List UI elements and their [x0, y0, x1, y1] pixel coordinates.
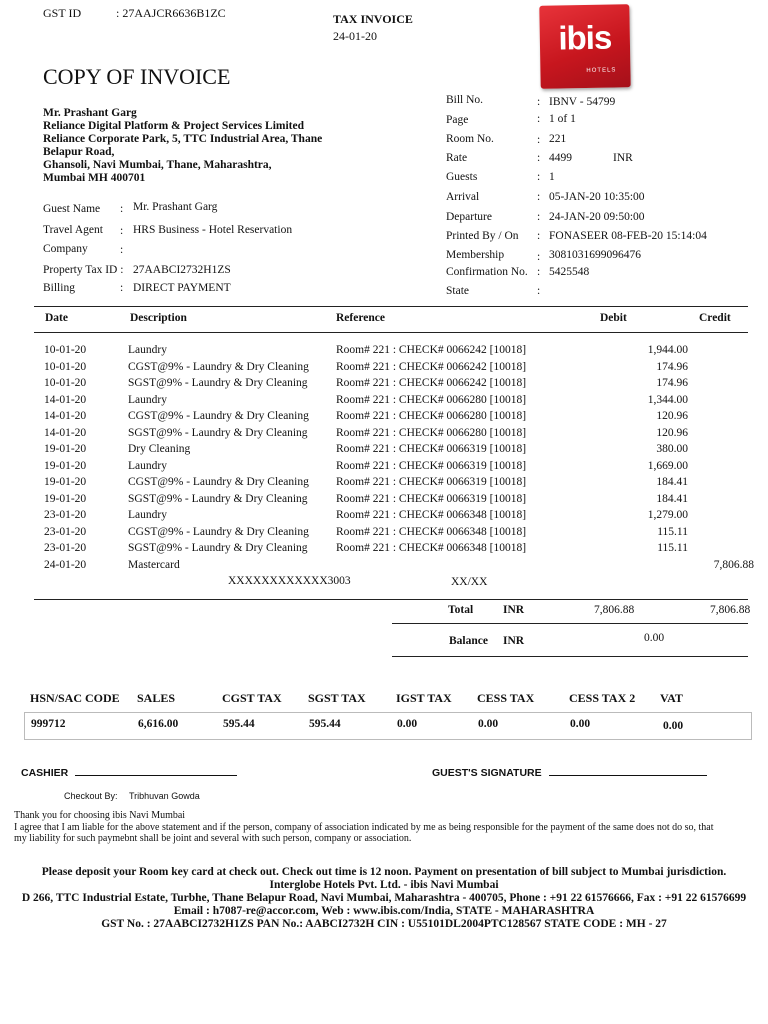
billing-value: DIRECT PAYMENT [133, 282, 231, 294]
cashier-label: CASHIER [21, 767, 69, 779]
balance-value: 0.00 [644, 632, 665, 644]
company-sep: : [120, 244, 124, 256]
address-line: Mr. Prashant Garg [43, 107, 137, 119]
tax-header: CESS TAX [477, 691, 535, 705]
tax-header: CGST TAX [222, 691, 282, 705]
row-debit: 1,669.00 [647, 459, 688, 472]
field-sep: : [537, 171, 541, 183]
row-credit [688, 408, 754, 425]
address-line: Reliance Digital Platform & Project Services Limited [43, 120, 305, 132]
travel-agent-label: Travel Agent [43, 224, 103, 236]
table-row [34, 458, 754, 475]
table-row [34, 507, 754, 524]
row-reference: Room# 221 : CHECK# 0066242 [10018] [336, 360, 527, 373]
state-label: State [446, 285, 469, 297]
table-row [34, 441, 754, 458]
gst-id-label: GST ID [43, 6, 82, 20]
ledger-top-rule [34, 306, 748, 307]
rate-currency: INR [613, 152, 633, 164]
row-description: SGST@9% - Laundry & Dry Cleaning [128, 492, 308, 505]
billing-address [43, 107, 322, 185]
row-debit: 184.41 [656, 476, 688, 488]
gst-id-value: : 27AAJCR6636B1ZC [116, 6, 226, 20]
table-row [34, 408, 754, 425]
table-row [34, 557, 754, 574]
deposit-note: Please deposit your Room key card at check out. Check out time is 12 noon. Payment on presentation of bill subject to Mumbai jurisdiction. [41, 866, 727, 878]
departure-label: Departure [446, 211, 492, 223]
row-credit [688, 359, 754, 376]
billing-label: Billing [43, 282, 75, 294]
row-date: 14-01-20 [44, 393, 87, 406]
row-debit: 174.96 [656, 377, 688, 389]
address-line: Ghansoli, Navi Mumbai, Thane, Maharashtra, [43, 159, 272, 171]
arrival-label: Arrival [446, 191, 480, 203]
guests-label: Guests [446, 171, 478, 183]
row-description: Laundry [128, 459, 167, 472]
confirmation-value: 5425548 [549, 266, 590, 278]
room-no-label: Room No. [446, 133, 494, 145]
row-debit: 115.11 [657, 525, 688, 538]
cashier-signature [21, 767, 237, 779]
confirmation-label: Confirmation No. [446, 266, 528, 278]
card-expiry: XX/XX [451, 576, 488, 588]
checkout-by-label: Checkout By: [64, 791, 118, 801]
rate-value: 4499 [549, 152, 572, 164]
row-credit [688, 392, 754, 409]
address-line: Mumbai MH 400701 [43, 172, 146, 184]
company-name: Interglobe Hotels Pvt. Ltd. - ibis Navi Mumbai [269, 879, 499, 891]
ledger-table [34, 342, 754, 573]
totals-top-rule [34, 599, 748, 600]
col-header-reference: Reference [336, 312, 385, 324]
row-description: Laundry [128, 344, 167, 356]
travel-agent-sep: : [120, 225, 124, 237]
property-tax-label: Property Tax ID : [43, 264, 124, 276]
totals-bottom-rule [392, 656, 748, 657]
row-debit: 184.41 [656, 492, 688, 505]
billing-sep: : [120, 282, 124, 294]
row-credit [688, 474, 754, 491]
tax-header: VAT [660, 691, 683, 705]
field-sep: : [537, 266, 541, 278]
table-row [34, 359, 754, 376]
bill-no-value: IBNV - 54799 [549, 96, 616, 108]
row-description: CGST@9% - Laundry & Dry Cleaning [128, 525, 309, 538]
table-row [34, 425, 754, 442]
row-date: 23-01-20 [44, 525, 87, 538]
field-sep: : [537, 96, 541, 108]
tax-header: HSN/SAC CODE [30, 691, 120, 705]
document-date: 24-01-20 [333, 29, 377, 43]
page-label: Page [446, 114, 469, 126]
row-debit: 115.11 [657, 542, 688, 554]
thanks-text: Thank you for choosing ibis Navi Mumbai [14, 810, 186, 821]
row-debit: 1,944.00 [647, 344, 688, 356]
table-row [34, 342, 754, 359]
page-value: 1 of 1 [549, 113, 576, 125]
row-reference: Room# 221 : CHECK# 0066280 [10018] [336, 426, 527, 439]
hotel-contact: Email : h7087-re@accor.com, Web : www.ibis.com/India, STATE - MAHARASHTRA [173, 905, 595, 917]
col-header-debit: Debit [600, 312, 627, 324]
row-debit: 120.96 [656, 426, 688, 439]
row-description: CGST@9% - Laundry & Dry Cleaning [128, 476, 309, 488]
travel-agent-value: HRS Business - Hotel Reservation [133, 224, 293, 236]
row-debit [576, 557, 688, 574]
balance-currency: INR [503, 635, 525, 647]
tax-value: 0.00 [570, 718, 591, 730]
row-debit: 1,279.00 [647, 509, 688, 521]
total-credit: 7,806.88 [710, 604, 751, 616]
field-sep: : [537, 134, 541, 146]
tax-value: 0.00 [478, 718, 499, 730]
departure-value: 24-JAN-20 09:50:00 [549, 211, 645, 223]
row-reference [336, 557, 576, 574]
tax-value: 0.00 [397, 718, 418, 730]
ledger-header-rule [34, 332, 748, 333]
logo-subtitle: HOTELS [586, 67, 617, 74]
tax-header: SGST TAX [308, 691, 366, 705]
logo-wordmark: ibis [558, 18, 612, 57]
row-date: 19-01-20 [44, 443, 87, 455]
row-description: SGST@9% - Laundry & Dry Cleaning [128, 426, 308, 439]
row-date: 14-01-20 [44, 410, 87, 422]
row-debit: 380.00 [656, 443, 688, 455]
table-row [34, 540, 754, 557]
row-debit: 174.96 [656, 360, 688, 373]
tax-header: IGST TAX [396, 691, 452, 705]
table-row [34, 392, 754, 409]
row-date: 10-01-20 [44, 377, 87, 389]
tax-value: 999712 [31, 718, 66, 730]
guest-name-sep: : [120, 203, 124, 215]
cashier-signature-line [75, 775, 237, 776]
tax-summary-box [24, 712, 752, 740]
col-header-date: Date [45, 312, 68, 324]
row-credit [688, 375, 754, 392]
company-label: Company [43, 243, 88, 255]
row-reference: Room# 221 : CHECK# 0066348 [10018] [336, 525, 527, 538]
liability-text: my liability for such paymebnt shall be joint and several with such person, company or association. [14, 833, 412, 844]
liability-text: I agree that I am liable for the above statement and if the person, company of association indicated by me as being responsible for the payment of the same does not do so, that [14, 821, 714, 833]
hotel-address: D 266, TTC Industrial Estate, Turbhe, Thane Belapur Road, Navi Mumbai, Maharashtra - 400705, Phone : +91 22 61576666, Fax : +91 22 61576699 [21, 892, 747, 904]
row-date: 10-01-20 [44, 344, 87, 356]
tax-header: CESS TAX 2 [569, 691, 636, 705]
address-line: Reliance Corporate Park, 5, TTC Industrial Area, Thane [43, 133, 323, 145]
table-row [34, 491, 754, 508]
row-description: CGST@9% - Laundry & Dry Cleaning [128, 410, 309, 422]
guests-value: 1 [549, 171, 555, 183]
row-reference: Room# 221 : CHECK# 0066280 [10018] [336, 393, 527, 406]
row-description: Laundry [128, 509, 167, 521]
guest-name-label: Guest Name [43, 203, 101, 215]
row-date: 23-01-20 [44, 509, 87, 521]
row-date: 10-01-20 [44, 360, 87, 373]
footer-hotel-info [0, 866, 768, 931]
footer-notes [14, 810, 714, 845]
row-credit [688, 425, 754, 442]
row-description: CGST@9% - Laundry & Dry Cleaning [128, 360, 309, 373]
copy-of-invoice-title: COPY OF INVOICE [43, 64, 231, 89]
membership-value: 3081031699096476 [549, 249, 641, 261]
row-credit [688, 491, 754, 508]
hotel-gst-line: GST No. : 27AABCI2732H1ZS PAN No.: AABCI2732H CIN : U55101DL2004PTC128567 STATE CODE : MH - 27 [101, 918, 667, 930]
field-sep: : [537, 152, 541, 164]
totals-mid-rule [392, 623, 748, 624]
col-header-credit: Credit [699, 312, 731, 324]
guest-signature-label: GUEST'S SIGNATURE [432, 767, 542, 779]
table-row [34, 474, 754, 491]
rate-label: Rate [446, 152, 468, 164]
row-description: Laundry [128, 393, 167, 406]
tax-header: SALES [137, 691, 176, 705]
row-description: SGST@9% - Laundry & Dry Cleaning [128, 542, 308, 554]
total-debit: 7,806.88 [594, 604, 635, 616]
document-title: TAX INVOICE [333, 12, 413, 26]
field-sep: : [537, 191, 541, 203]
membership-label: Membership [446, 249, 505, 261]
guest-name-value: Mr. Prashant Garg [133, 201, 218, 213]
guest-signature-line [549, 775, 707, 776]
arrival-value: 05-JAN-20 10:35:00 [549, 191, 645, 203]
tax-value: 0.00 [663, 720, 684, 732]
row-reference: Room# 221 : CHECK# 0066319 [10018] [336, 459, 527, 472]
tax-value: 6,616.00 [138, 718, 179, 730]
row-reference: Room# 221 : CHECK# 0066242 [10018] [336, 377, 527, 389]
row-description: Dry Cleaning [128, 443, 191, 455]
room-no-value: 221 [549, 133, 567, 145]
row-reference: Room# 221 : CHECK# 0066319 [10018] [336, 443, 527, 455]
row-date: 24-01-20 [44, 558, 87, 571]
row-reference: Room# 221 : CHECK# 0066348 [10018] [336, 542, 527, 554]
row-reference: Room# 221 : CHECK# 0066348 [10018] [336, 509, 527, 521]
row-description: Mastercard [128, 558, 180, 571]
property-tax-value: 27AABCI2732H1ZS [133, 264, 231, 276]
tax-value: 595.44 [309, 718, 341, 730]
row-description: SGST@9% - Laundry & Dry Cleaning [128, 377, 308, 389]
row-credit [688, 342, 754, 359]
table-row [34, 524, 754, 541]
field-sep: : [537, 251, 541, 263]
printed-by-label: Printed By / On [446, 230, 519, 242]
total-label: Total [448, 604, 474, 616]
table-row [34, 375, 754, 392]
row-date: 19-01-20 [44, 459, 87, 472]
checkout-by-name: Tribhuvan Gowda [129, 791, 200, 801]
field-sep: : [537, 285, 541, 297]
row-credit [688, 524, 754, 541]
ibis-logo [539, 4, 630, 89]
row-debit: 1,344.00 [647, 393, 688, 406]
printed-by-value: FONASEER 08-FEB-20 15:14:04 [549, 230, 707, 242]
bill-no-label: Bill No. [446, 94, 484, 106]
col-header-description: Description [130, 312, 187, 324]
row-credit [688, 458, 754, 475]
field-sep: : [537, 113, 541, 125]
row-credit [688, 540, 754, 557]
row-reference: Room# 221 : CHECK# 0066242 [10018] [336, 344, 527, 356]
row-credit [688, 507, 754, 524]
row-credit: 7,806.88 [713, 558, 754, 571]
row-date: 19-01-20 [44, 476, 87, 488]
row-date: 14-01-20 [44, 426, 87, 439]
field-sep: : [537, 211, 541, 223]
row-reference: Room# 221 : CHECK# 0066319 [10018] [336, 476, 527, 488]
address-line: Belapur Road, [43, 146, 115, 158]
card-number: XXXXXXXXXXXX3003 [228, 575, 351, 587]
row-reference: Room# 221 : CHECK# 0066280 [10018] [336, 410, 527, 422]
tax-value: 595.44 [223, 718, 255, 730]
row-date: 23-01-20 [44, 542, 87, 554]
guest-signature [432, 767, 707, 779]
row-credit [688, 441, 754, 458]
row-reference: Room# 221 : CHECK# 0066319 [10018] [336, 492, 527, 505]
row-debit: 120.96 [656, 410, 688, 422]
total-currency: INR [503, 604, 525, 616]
balance-label: Balance [449, 635, 488, 647]
field-sep: : [537, 230, 541, 242]
row-date: 19-01-20 [44, 492, 87, 505]
